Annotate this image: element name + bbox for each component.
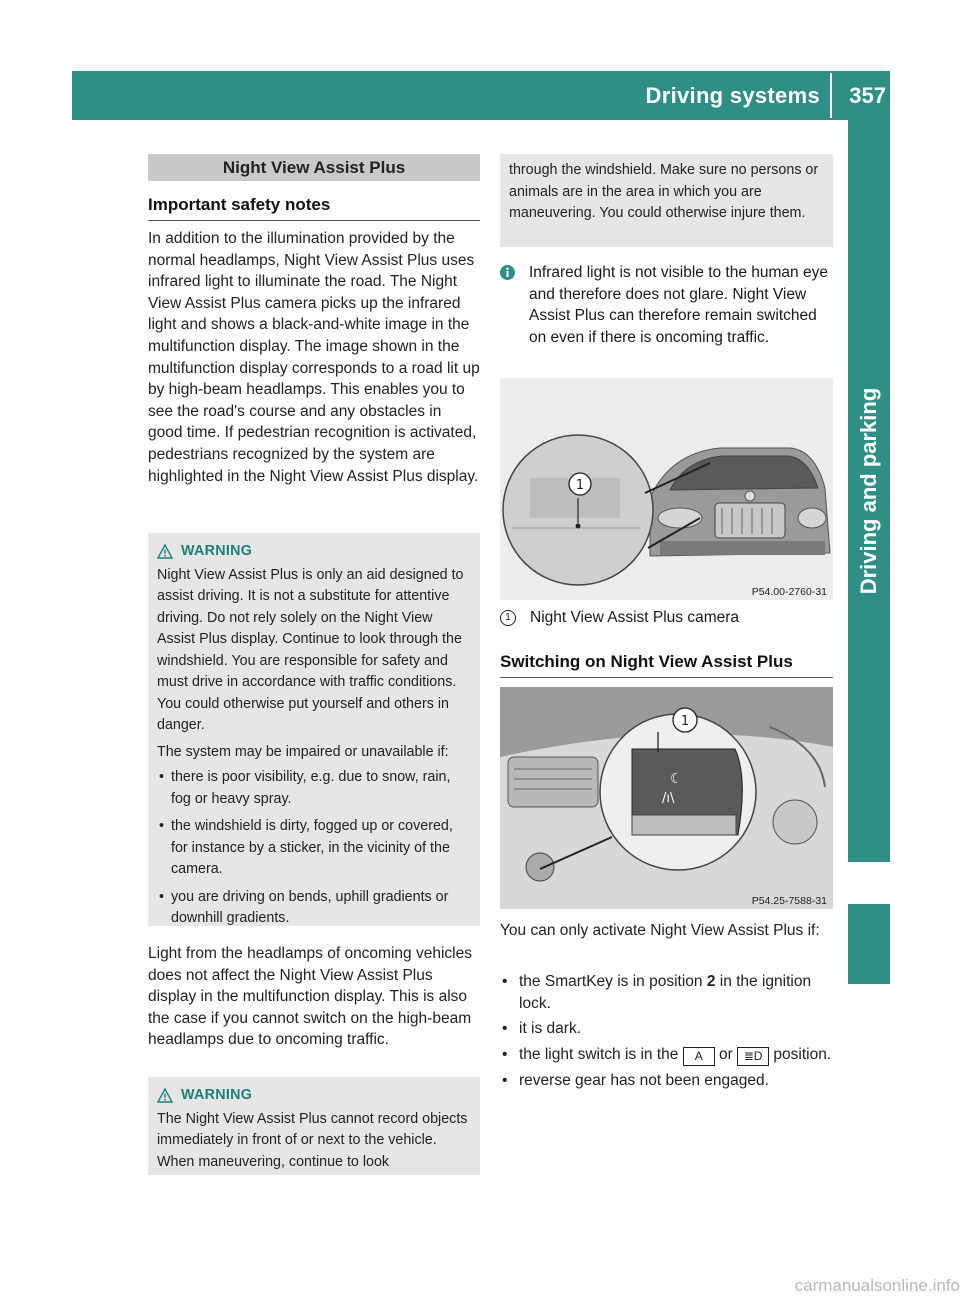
figure-button [500, 687, 833, 909]
warning-box-1 [148, 533, 480, 926]
activation-intro: You can only activate Night View Assist Plus if: [500, 922, 820, 939]
warning-conditions-list [157, 767, 471, 930]
info-icon [500, 265, 515, 280]
warning-triangle-icon [157, 544, 173, 559]
watermark: carmanualsonline.info [794, 1276, 960, 1295]
low-beam-icon: ≣D [737, 1047, 769, 1066]
bullet: • [159, 769, 165, 785]
list-item-text: you are driving on bends, uphill gradients or downhill gradients. [171, 888, 449, 926]
warning-triangle-icon [157, 1088, 173, 1103]
list-item-text: the SmartKey is in position [519, 973, 707, 990]
safety-notes-heading: Important safety notes [148, 195, 480, 221]
car-front-illustration [500, 378, 833, 600]
activation-conditions [500, 971, 833, 1095]
list-item-text: it is dark. [519, 1020, 582, 1038]
smartkey-position: 2 [706, 973, 716, 990]
warning-header [157, 1085, 471, 1107]
header-section-title: Driving systems [645, 83, 820, 108]
list-item-text: position. [769, 1045, 832, 1063]
warning-box-2 [148, 1077, 480, 1175]
bullet: • [502, 973, 508, 990]
bullet: • [159, 888, 165, 905]
activation-conditions-list [500, 971, 833, 1091]
list-item-text: the light switch is in the [519, 1045, 683, 1063]
svg-text:☾: ☾ [670, 771, 683, 787]
section-title: Night View Assist Plus [148, 154, 480, 181]
list-item-text: or [714, 1045, 738, 1063]
side-tab-gap [848, 862, 890, 904]
bullet: • [502, 1071, 508, 1089]
page-number: 357 [849, 83, 886, 108]
list-item [500, 1070, 833, 1092]
list-item-text: reverse gear has not been engaged. [519, 1071, 769, 1089]
list-item [500, 971, 833, 1014]
figure-caption-text: Night View Assist Plus camera [530, 609, 740, 626]
headlamps-paragraph: Light from the headlamps of oncoming vehicles does not affect the Night View Assist Plus display in the multifunction display. This is also the case if you cannot switch on the high-beam headlamps due to oncoming traffic. [148, 945, 472, 1049]
warning-text: through the windshield. Make sure no persons or animals are in the area in which you are maneuvering. You could otherwise injure them. [509, 162, 819, 221]
bullet: • [159, 818, 165, 834]
callout-number-icon: 1 [500, 610, 516, 626]
page-header [72, 71, 890, 120]
warning-text: The Night View Assist Plus cannot record objects immediately in front of or next to the vehicle. When maneuvering, continue to look [157, 1110, 468, 1170]
list-item [157, 887, 471, 930]
switching-on-heading: Switching on Night View Assist Plus [500, 652, 833, 678]
warning-box-2-continued [500, 154, 833, 247]
figure-camera [500, 378, 833, 600]
side-tab-marker [848, 904, 890, 984]
figure-callout-number: 1 [575, 478, 585, 493]
auto-light-icon: A [683, 1047, 715, 1066]
list-item [157, 767, 471, 810]
intro-paragraph: In addition to the illumination provided by the normal headlamps, Night View Assist Plus uses infrared light to illuminate the road. The Night View Assist Plus camera picks up the infrared light and shows a black-and-white image in the multifunction display. The image shown in the multifunction display corresponds to a road lit up by high-beam headlamps. This enables you to see the road's course and any obstacles in good time. If pedestrian recognition is activated, pedestrians recognized by the system are highlighted in the Night View Assist Plus display. [148, 230, 480, 485]
list-item [500, 1018, 833, 1040]
figure-code: P54.25-7588-31 [751, 895, 827, 907]
warning-label: WARNING [181, 543, 253, 559]
list-item-text: the windshield is dirty, fogged up or covered, for instance by a sticker, in the vicinity of the camera. [171, 818, 453, 877]
list-item [500, 1044, 833, 1066]
side-tab [848, 120, 890, 862]
header-divider [830, 73, 832, 118]
warning-header [157, 541, 471, 563]
warning-conditions-intro: The system may be impaired or unavailable if: [157, 743, 449, 760]
list-item-text: there is poor visibility, e.g. due to snow, rain, fog or heavy spray. [171, 769, 451, 807]
list-item [157, 816, 471, 881]
info-note [500, 262, 833, 348]
warning-text: Night View Assist Plus is only an aid designed to assist driving. It is not a substitute for attentive driving. Do not rely solely on the Night View Assist Plus display. Continue to look through the windshield. You are responsible for safety and must drive in accordance with traffic conditions. You could otherwise put yourself and others in danger. [157, 566, 464, 733]
warning-label: WARNING [181, 1087, 253, 1103]
bullet: • [502, 1045, 508, 1063]
side-tab-label: Driving and parking [856, 387, 881, 595]
figure-callout-number: 1 [680, 714, 690, 729]
figure-caption [500, 609, 833, 627]
dashboard-illustration [500, 687, 833, 909]
list-item-text: in the ignition lock. [519, 973, 812, 1012]
figure-code: P54.00-2760-31 [751, 586, 827, 598]
svg-text:/ı\: /ı\ [662, 791, 675, 806]
bullet: • [502, 1020, 508, 1038]
info-note-text: Infrared light is not visible to the human eye and therefore does not glare. Night View Assist Plus can therefore remain switched on even if there is oncoming traffic. [529, 264, 828, 346]
